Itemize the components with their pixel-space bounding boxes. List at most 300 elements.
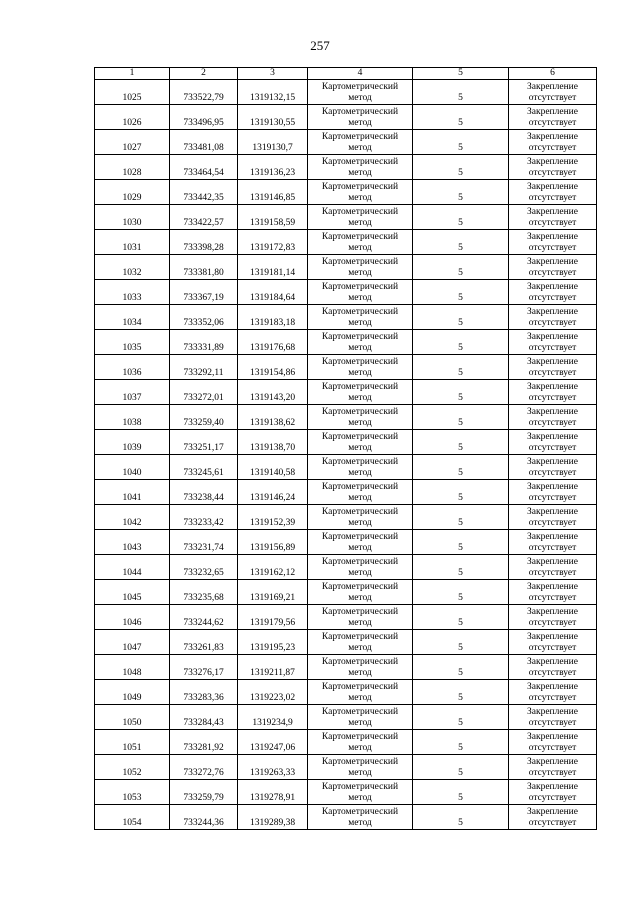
accuracy-cell: 5	[413, 280, 509, 305]
fixation-cell-line: отсутствует	[528, 393, 577, 403]
table-row	[95, 680, 597, 705]
fixation-cell	[509, 780, 597, 805]
method-cell	[308, 755, 413, 780]
y-coordinate-cell: 1319138,62	[238, 405, 308, 430]
table-body	[95, 80, 597, 830]
point-number-cell: 1025	[95, 80, 170, 105]
x-coordinate-cell: 733283,36	[170, 680, 238, 705]
y-coordinate-cell: 1319169,21	[238, 580, 308, 605]
point-number-cell: 1042	[95, 505, 170, 530]
method-cell-line: Картометрический	[321, 132, 399, 142]
table-row	[95, 230, 597, 255]
method-cell-line: Картометрический	[321, 307, 399, 317]
method-cell-line: метод	[348, 343, 372, 353]
method-cell-line: метод	[348, 268, 372, 278]
table-row	[95, 480, 597, 505]
fixation-cell-line: Закрепление	[527, 732, 578, 742]
accuracy-cell: 5	[413, 655, 509, 680]
fixation-cell-line: Закрепление	[527, 482, 578, 492]
method-cell	[308, 580, 413, 605]
method-cell-line: Картометрический	[321, 607, 399, 617]
method-cell-line: Картометрический	[321, 732, 399, 742]
accuracy-cell: 5	[413, 705, 509, 730]
fixation-cell-line: отсутствует	[528, 493, 577, 503]
fixation-cell-line: Закрепление	[527, 757, 578, 767]
fixation-cell-line: отсутствует	[528, 268, 577, 278]
method-cell-line: Картометрический	[321, 807, 399, 817]
point-number-cell: 1028	[95, 155, 170, 180]
method-cell	[308, 230, 413, 255]
point-number-cell: 1038	[95, 405, 170, 430]
point-number-cell: 1054	[95, 805, 170, 830]
y-coordinate-cell: 1319289,38	[238, 805, 308, 830]
header-col-2: 2	[170, 68, 238, 80]
table-row	[95, 605, 597, 630]
method-cell-line: метод	[348, 743, 372, 753]
x-coordinate-cell: 733481,08	[170, 130, 238, 155]
fixation-cell-line: отсутствует	[528, 718, 577, 728]
table-row	[95, 655, 597, 680]
y-coordinate-cell: 1319143,20	[238, 380, 308, 405]
accuracy-cell: 5	[413, 580, 509, 605]
fixation-cell	[509, 580, 597, 605]
fixation-cell	[509, 455, 597, 480]
fixation-cell	[509, 705, 597, 730]
method-cell-line: метод	[348, 768, 372, 778]
fixation-cell-line: отсутствует	[528, 368, 577, 378]
x-coordinate-cell: 733261,83	[170, 630, 238, 655]
method-cell-line: Картометрический	[321, 582, 399, 592]
fixation-cell	[509, 230, 597, 255]
y-coordinate-cell: 1319130,55	[238, 105, 308, 130]
method-cell-line: Картометрический	[321, 532, 399, 542]
point-number-cell: 1039	[95, 430, 170, 455]
method-cell	[308, 455, 413, 480]
x-coordinate-cell: 733238,44	[170, 480, 238, 505]
method-cell-line: Картометрический	[321, 82, 399, 92]
table-row	[95, 455, 597, 480]
y-coordinate-cell: 1319136,23	[238, 155, 308, 180]
y-coordinate-cell: 1319132,15	[238, 80, 308, 105]
table-row	[95, 705, 597, 730]
point-number-cell: 1037	[95, 380, 170, 405]
y-coordinate-cell: 1319247,06	[238, 730, 308, 755]
method-cell	[308, 530, 413, 555]
fixation-cell-line: Закрепление	[527, 682, 578, 692]
method-cell-line: метод	[348, 93, 372, 103]
y-coordinate-cell: 1319156,89	[238, 530, 308, 555]
point-number-cell: 1047	[95, 630, 170, 655]
x-coordinate-cell: 733496,95	[170, 105, 238, 130]
accuracy-cell: 5	[413, 230, 509, 255]
x-coordinate-cell: 733367,19	[170, 280, 238, 305]
x-coordinate-cell: 733233,42	[170, 505, 238, 530]
y-coordinate-cell: 1319146,85	[238, 180, 308, 205]
table-row	[95, 780, 597, 805]
y-coordinate-cell: 1319154,86	[238, 355, 308, 380]
x-coordinate-cell: 733398,28	[170, 230, 238, 255]
method-cell-line: метод	[348, 518, 372, 528]
method-cell-line: метод	[348, 618, 372, 628]
fixation-cell-line: отсутствует	[528, 693, 577, 703]
method-cell-line: Картометрический	[321, 157, 399, 167]
table-row	[95, 730, 597, 755]
fixation-cell-line: отсутствует	[528, 118, 577, 128]
method-cell	[308, 430, 413, 455]
point-number-cell: 1036	[95, 355, 170, 380]
y-coordinate-cell: 1319211,87	[238, 655, 308, 680]
accuracy-cell: 5	[413, 530, 509, 555]
fixation-cell-line: отсутствует	[528, 243, 577, 253]
method-cell-line: метод	[348, 543, 372, 553]
method-cell-line: Картометрический	[321, 282, 399, 292]
method-cell-line: Картометрический	[321, 107, 399, 117]
fixation-cell-line: Закрепление	[527, 107, 578, 117]
table-row	[95, 630, 597, 655]
fixation-cell-line: Закрепление	[527, 607, 578, 617]
y-coordinate-cell: 1319181,14	[238, 255, 308, 280]
method-cell-line: метод	[348, 368, 372, 378]
fixation-cell-line: Закрепление	[527, 807, 578, 817]
y-coordinate-cell: 1319195,23	[238, 630, 308, 655]
method-cell-line: метод	[348, 493, 372, 503]
y-coordinate-cell: 1319158,59	[238, 205, 308, 230]
fixation-cell-line: Закрепление	[527, 82, 578, 92]
point-number-cell: 1049	[95, 680, 170, 705]
fixation-cell-line: Закрепление	[527, 707, 578, 717]
point-number-cell: 1026	[95, 105, 170, 130]
fixation-cell-line: отсутствует	[528, 568, 577, 578]
fixation-cell-line: отсутствует	[528, 418, 577, 428]
header-col-6: 6	[509, 68, 597, 80]
method-cell-line: Картометрический	[321, 232, 399, 242]
fixation-cell-line: отсутствует	[528, 793, 577, 803]
fixation-cell-line: Закрепление	[527, 132, 578, 142]
method-cell	[308, 680, 413, 705]
y-coordinate-cell: 1319130,7	[238, 130, 308, 155]
point-number-cell: 1041	[95, 480, 170, 505]
fixation-cell-line: отсутствует	[528, 93, 577, 103]
y-coordinate-cell: 1319140,58	[238, 455, 308, 480]
method-cell	[308, 205, 413, 230]
x-coordinate-cell: 733244,36	[170, 805, 238, 830]
y-coordinate-cell: 1319263,33	[238, 755, 308, 780]
point-number-cell: 1053	[95, 780, 170, 805]
method-cell-line: Картометрический	[321, 782, 399, 792]
method-cell-line: Картометрический	[321, 632, 399, 642]
y-coordinate-cell: 1319234,9	[238, 705, 308, 730]
method-cell	[308, 480, 413, 505]
accuracy-cell: 5	[413, 80, 509, 105]
method-cell	[308, 280, 413, 305]
accuracy-cell: 5	[413, 805, 509, 830]
table-row	[95, 255, 597, 280]
method-cell	[308, 305, 413, 330]
point-number-cell: 1035	[95, 330, 170, 355]
fixation-cell-line: Закрепление	[527, 657, 578, 667]
header-col-4: 4	[308, 68, 413, 80]
fixation-cell-line: отсутствует	[528, 168, 577, 178]
fixation-cell	[509, 605, 597, 630]
fixation-cell-line: отсутствует	[528, 443, 577, 453]
point-number-cell: 1032	[95, 255, 170, 280]
method-cell-line: метод	[348, 318, 372, 328]
accuracy-cell: 5	[413, 505, 509, 530]
point-number-cell: 1052	[95, 755, 170, 780]
fixation-cell-line: Закрепление	[527, 532, 578, 542]
x-coordinate-cell: 733259,40	[170, 405, 238, 430]
fixation-cell-line: отсутствует	[528, 743, 577, 753]
fixation-cell-line: отсутствует	[528, 593, 577, 603]
method-cell	[308, 105, 413, 130]
table-row	[95, 505, 597, 530]
fixation-cell-line: Закрепление	[527, 382, 578, 392]
accuracy-cell: 5	[413, 305, 509, 330]
accuracy-cell: 5	[413, 105, 509, 130]
method-cell	[308, 505, 413, 530]
accuracy-cell: 5	[413, 130, 509, 155]
y-coordinate-cell: 1319184,64	[238, 280, 308, 305]
fixation-cell	[509, 255, 597, 280]
accuracy-cell: 5	[413, 730, 509, 755]
x-coordinate-cell: 733231,74	[170, 530, 238, 555]
method-cell	[308, 255, 413, 280]
method-cell-line: метод	[348, 468, 372, 478]
y-coordinate-cell: 1319152,39	[238, 505, 308, 530]
accuracy-cell: 5	[413, 330, 509, 355]
fixation-cell-line: Закрепление	[527, 332, 578, 342]
fixation-cell-line: отсутствует	[528, 193, 577, 203]
method-cell-line: Картометрический	[321, 382, 399, 392]
method-cell	[308, 380, 413, 405]
fixation-cell-line: Закрепление	[527, 507, 578, 517]
fixation-cell-line: отсутствует	[528, 343, 577, 353]
x-coordinate-cell: 733251,17	[170, 430, 238, 455]
fixation-cell-line: Закрепление	[527, 582, 578, 592]
fixation-cell-line: отсутствует	[528, 768, 577, 778]
fixation-cell-line: отсутствует	[528, 668, 577, 678]
y-coordinate-cell: 1319278,91	[238, 780, 308, 805]
x-coordinate-cell: 733281,92	[170, 730, 238, 755]
accuracy-cell: 5	[413, 680, 509, 705]
x-coordinate-cell: 733272,76	[170, 755, 238, 780]
point-number-cell: 1043	[95, 530, 170, 555]
x-coordinate-cell: 733522,79	[170, 80, 238, 105]
fixation-cell	[509, 205, 597, 230]
method-cell	[308, 330, 413, 355]
accuracy-cell: 5	[413, 555, 509, 580]
x-coordinate-cell: 733232,65	[170, 555, 238, 580]
accuracy-cell: 5	[413, 155, 509, 180]
table-row	[95, 430, 597, 455]
fixation-cell	[509, 530, 597, 555]
table-row	[95, 305, 597, 330]
accuracy-cell: 5	[413, 380, 509, 405]
table-row	[95, 555, 597, 580]
fixation-cell-line: отсутствует	[528, 218, 577, 228]
method-cell	[308, 155, 413, 180]
fixation-cell-line: Закрепление	[527, 557, 578, 567]
accuracy-cell: 5	[413, 780, 509, 805]
fixation-cell-line: Закрепление	[527, 357, 578, 367]
x-coordinate-cell: 733292,11	[170, 355, 238, 380]
table-row	[95, 380, 597, 405]
table-row	[95, 155, 597, 180]
accuracy-cell: 5	[413, 430, 509, 455]
method-cell-line: метод	[348, 418, 372, 428]
fixation-cell-line: отсутствует	[528, 818, 577, 828]
fixation-cell	[509, 355, 597, 380]
fixation-cell	[509, 480, 597, 505]
x-coordinate-cell: 733284,43	[170, 705, 238, 730]
method-cell-line: Картометрический	[321, 557, 399, 567]
y-coordinate-cell: 1319223,02	[238, 680, 308, 705]
point-number-cell: 1040	[95, 455, 170, 480]
x-coordinate-cell: 733331,89	[170, 330, 238, 355]
fixation-cell-line: Закрепление	[527, 632, 578, 642]
method-cell-line: Картометрический	[321, 357, 399, 367]
y-coordinate-cell: 1319176,68	[238, 330, 308, 355]
x-coordinate-cell: 733272,01	[170, 380, 238, 405]
method-cell-line: метод	[348, 643, 372, 653]
fixation-cell-line: отсутствует	[528, 518, 577, 528]
fixation-cell-line: отсутствует	[528, 643, 577, 653]
point-number-cell: 1029	[95, 180, 170, 205]
point-number-cell: 1031	[95, 230, 170, 255]
header-col-5: 5	[413, 68, 509, 80]
table-row	[95, 280, 597, 305]
table-row	[95, 105, 597, 130]
fixation-cell	[509, 505, 597, 530]
method-cell	[308, 555, 413, 580]
x-coordinate-cell: 733352,06	[170, 305, 238, 330]
table-row	[95, 580, 597, 605]
method-cell-line: Картометрический	[321, 657, 399, 667]
fixation-cell-line: отсутствует	[528, 618, 577, 628]
x-coordinate-cell: 733245,61	[170, 455, 238, 480]
fixation-cell	[509, 555, 597, 580]
fixation-cell	[509, 680, 597, 705]
point-number-cell: 1046	[95, 605, 170, 630]
method-cell-line: Картометрический	[321, 182, 399, 192]
method-cell-line: Картометрический	[321, 757, 399, 767]
accuracy-cell: 5	[413, 605, 509, 630]
table-row	[95, 405, 597, 430]
header-col-3: 3	[238, 68, 308, 80]
method-cell-line: Картометрический	[321, 707, 399, 717]
fixation-cell	[509, 805, 597, 830]
fixation-cell-line: Закрепление	[527, 157, 578, 167]
method-cell-line: метод	[348, 718, 372, 728]
method-cell-line: Картометрический	[321, 457, 399, 467]
fixation-cell	[509, 155, 597, 180]
y-coordinate-cell: 1319172,83	[238, 230, 308, 255]
fixation-cell-line: Закрепление	[527, 432, 578, 442]
method-cell-line: метод	[348, 193, 372, 203]
method-cell	[308, 780, 413, 805]
table-row	[95, 130, 597, 155]
method-cell-line: Картометрический	[321, 407, 399, 417]
accuracy-cell: 5	[413, 755, 509, 780]
fixation-cell	[509, 130, 597, 155]
x-coordinate-cell: 733442,35	[170, 180, 238, 205]
point-number-cell: 1033	[95, 280, 170, 305]
fixation-cell	[509, 105, 597, 130]
fixation-cell	[509, 80, 597, 105]
method-cell-line: Картометрический	[321, 332, 399, 342]
table-header-row	[95, 68, 597, 80]
method-cell	[308, 180, 413, 205]
table-row	[95, 805, 597, 830]
accuracy-cell: 5	[413, 205, 509, 230]
fixation-cell-line: Закрепление	[527, 207, 578, 217]
method-cell	[308, 130, 413, 155]
fixation-cell-line: отсутствует	[528, 318, 577, 328]
accuracy-cell: 5	[413, 355, 509, 380]
method-cell	[308, 730, 413, 755]
method-cell-line: метод	[348, 393, 372, 403]
x-coordinate-cell: 733244,62	[170, 605, 238, 630]
point-number-cell: 1051	[95, 730, 170, 755]
point-number-cell: 1045	[95, 580, 170, 605]
coordinates-table	[94, 67, 597, 830]
fixation-cell-line: Закрепление	[527, 307, 578, 317]
fixation-cell-line: отсутствует	[528, 543, 577, 553]
x-coordinate-cell: 733464,54	[170, 155, 238, 180]
method-cell-line: Картометрический	[321, 507, 399, 517]
method-cell-line: метод	[348, 593, 372, 603]
method-cell-line: метод	[348, 168, 372, 178]
method-cell-line: метод	[348, 118, 372, 128]
method-cell-line: Картометрический	[321, 257, 399, 267]
fixation-cell	[509, 330, 597, 355]
fixation-cell	[509, 655, 597, 680]
point-number-cell: 1034	[95, 305, 170, 330]
fixation-cell-line: отсутствует	[528, 293, 577, 303]
point-number-cell: 1050	[95, 705, 170, 730]
x-coordinate-cell: 733381,80	[170, 255, 238, 280]
y-coordinate-cell: 1319179,56	[238, 605, 308, 630]
accuracy-cell: 5	[413, 405, 509, 430]
fixation-cell	[509, 280, 597, 305]
accuracy-cell: 5	[413, 455, 509, 480]
method-cell	[308, 355, 413, 380]
fixation-cell-line: Закрепление	[527, 182, 578, 192]
y-coordinate-cell: 1319146,24	[238, 480, 308, 505]
point-number-cell: 1048	[95, 655, 170, 680]
point-number-cell: 1030	[95, 205, 170, 230]
y-coordinate-cell: 1319162,12	[238, 555, 308, 580]
y-coordinate-cell: 1319138,70	[238, 430, 308, 455]
table-row	[95, 180, 597, 205]
method-cell-line: метод	[348, 793, 372, 803]
header-col-1: 1	[95, 68, 170, 80]
method-cell	[308, 655, 413, 680]
method-cell	[308, 605, 413, 630]
fixation-cell-line: Закрепление	[527, 282, 578, 292]
x-coordinate-cell: 733235,68	[170, 580, 238, 605]
x-coordinate-cell: 733276,17	[170, 655, 238, 680]
fixation-cell-line: отсутствует	[528, 468, 577, 478]
x-coordinate-cell: 733422,57	[170, 205, 238, 230]
fixation-cell	[509, 755, 597, 780]
fixation-cell	[509, 180, 597, 205]
point-number-cell: 1044	[95, 555, 170, 580]
method-cell-line: метод	[348, 443, 372, 453]
accuracy-cell: 5	[413, 480, 509, 505]
method-cell-line: Картометрический	[321, 682, 399, 692]
method-cell-line: Картометрический	[321, 207, 399, 217]
